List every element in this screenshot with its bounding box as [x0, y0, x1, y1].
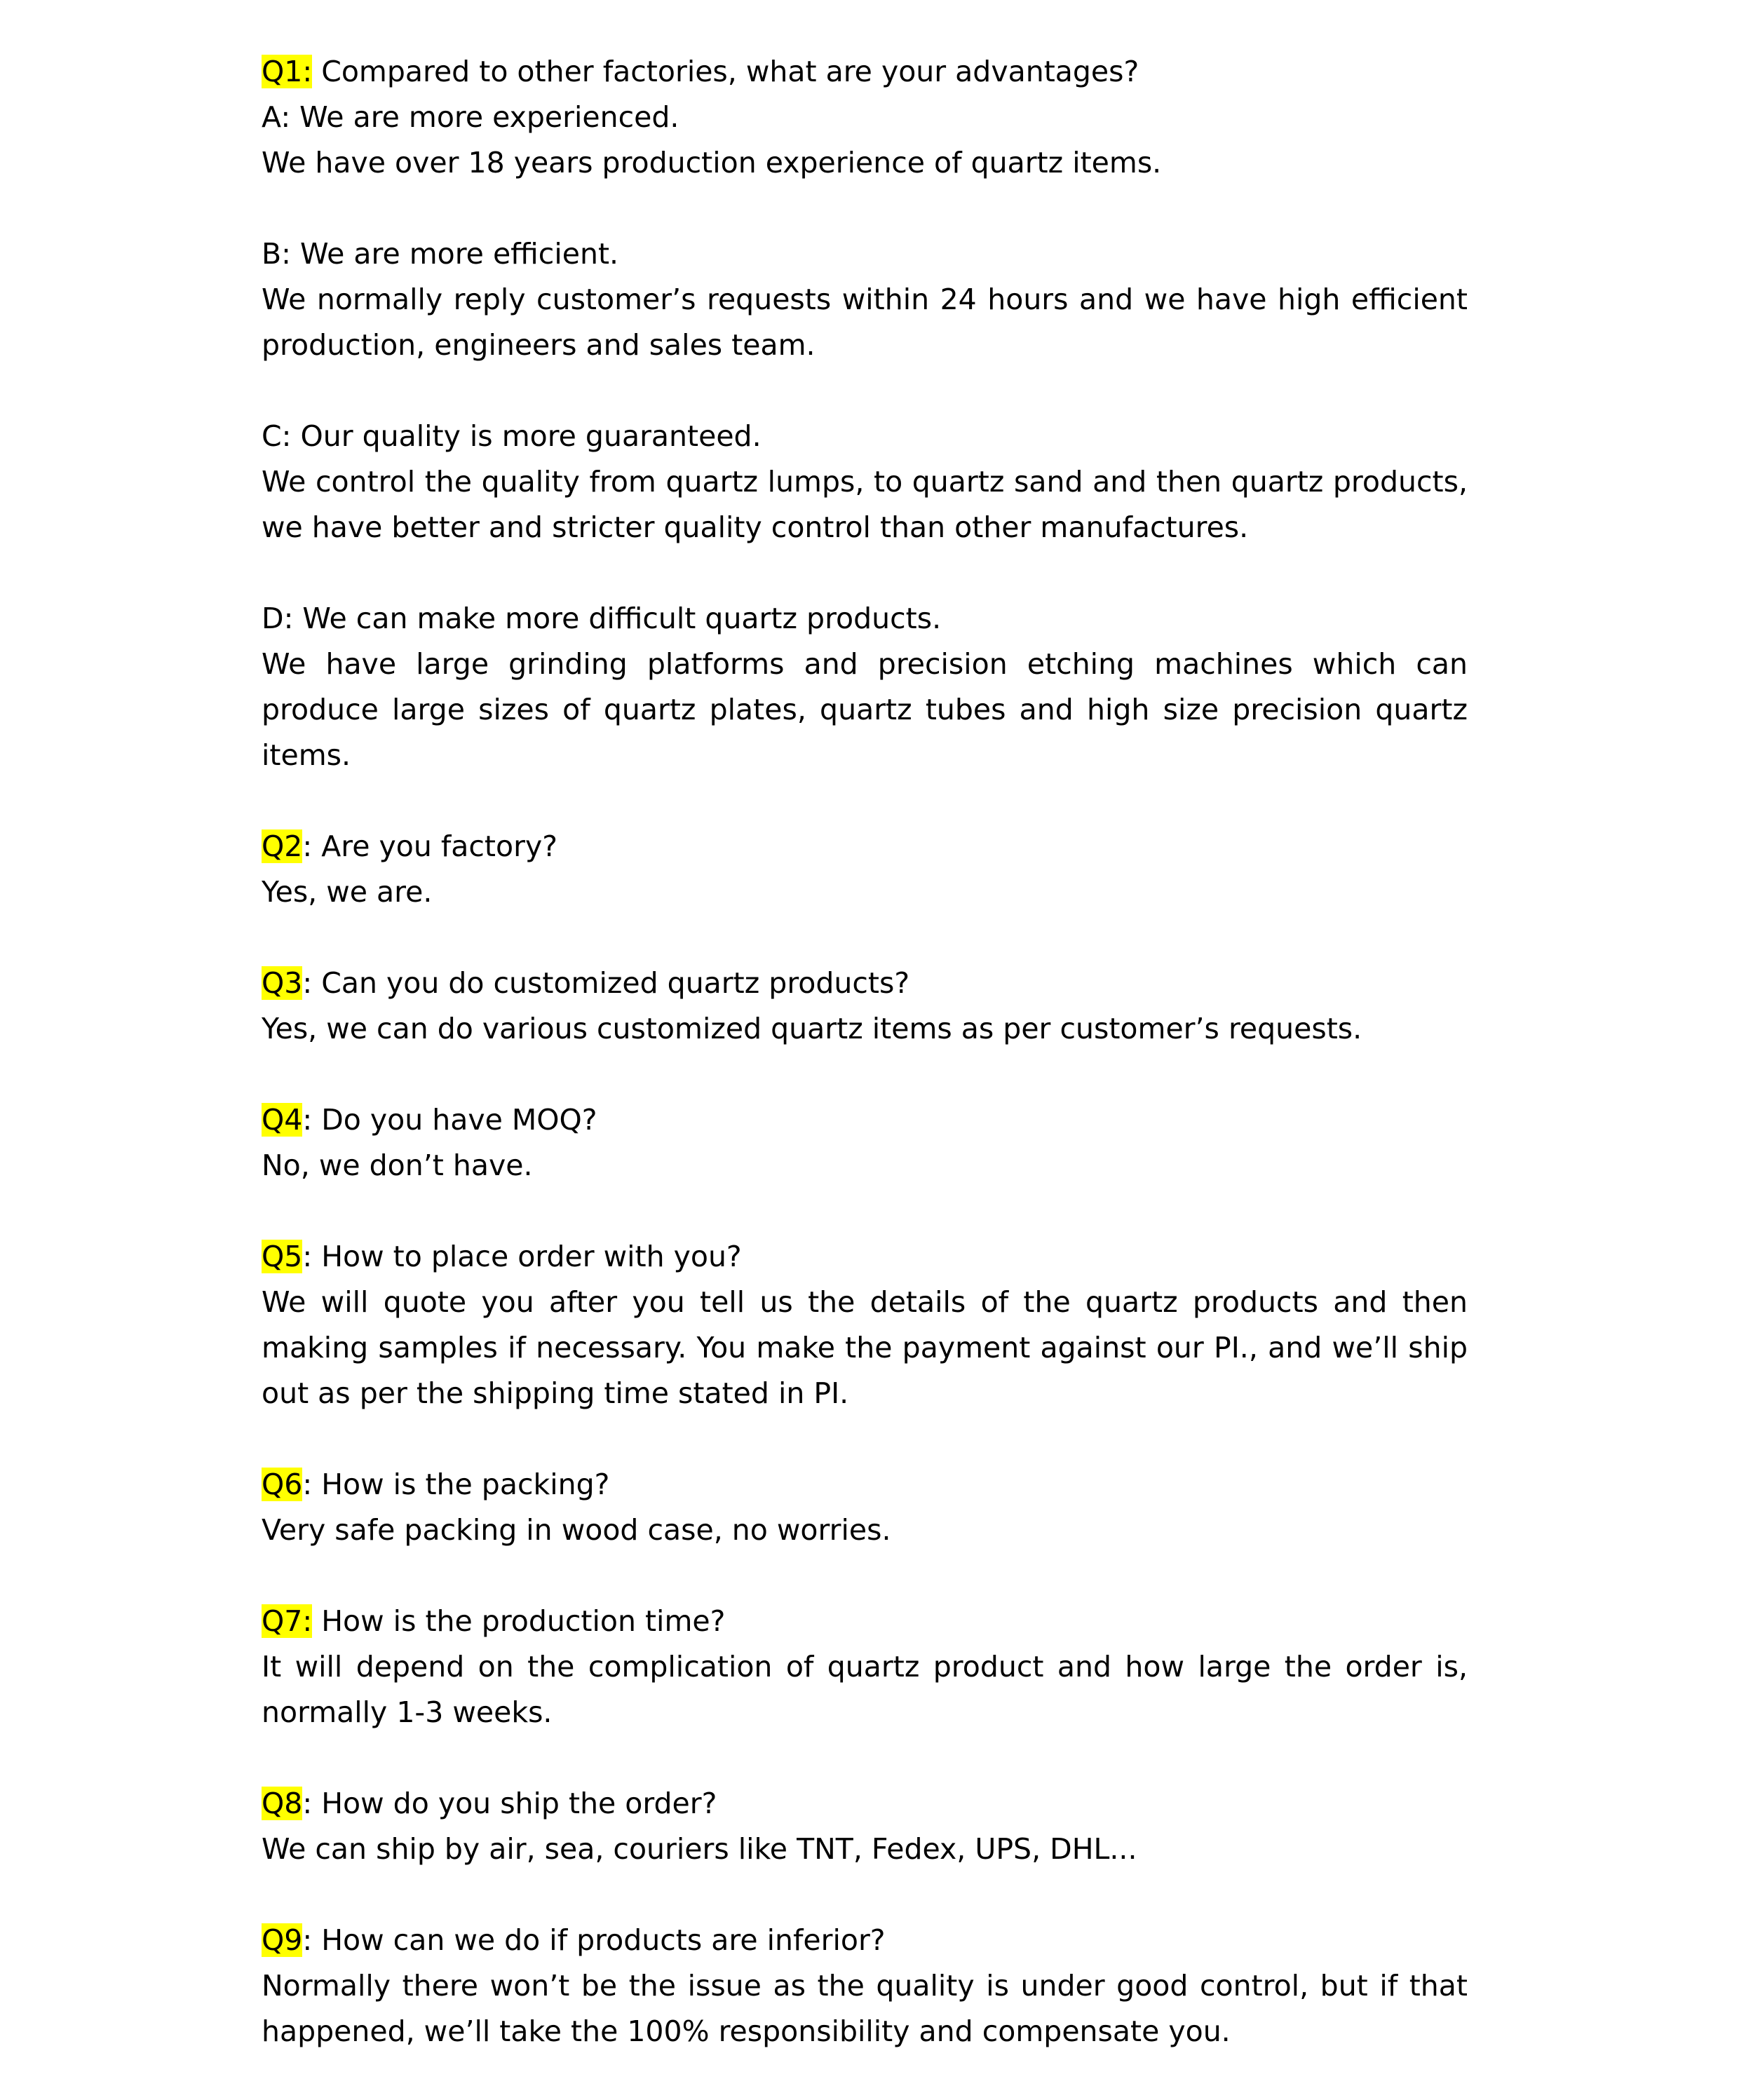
question-label-highlight: Q7: [262, 1604, 313, 1638]
answer-text: It will depend on the complication of quartz product and how large the order is, normally 1-3 weeks. [262, 1650, 1468, 1729]
question-text: : Do you have MOQ? [302, 1103, 597, 1137]
question-text: : How can we do if products are inferior? [302, 1923, 886, 1957]
question-text: : Can you do customized quartz products? [302, 966, 910, 1000]
question-line [262, 1097, 1468, 1143]
answer-text: Very safe packing in wood case, no worries. [262, 1513, 891, 1547]
question-line [262, 1234, 1468, 1280]
faq-item-q8 [262, 1781, 1468, 1872]
question-label-highlight: Q9 [262, 1923, 303, 1957]
question-label-highlight: Q5 [262, 1240, 303, 1273]
answer-heading: A: We are more experienced. [262, 100, 679, 134]
faq-item-q4 [262, 1097, 1468, 1188]
answer-text: We can ship by air, sea, couriers like TNT, Fedex, UPS, DHL... [262, 1832, 1137, 1866]
faq-item-q3 [262, 961, 1468, 1052]
question-text: How is the production time? [312, 1604, 726, 1638]
question-line [262, 1781, 1468, 1827]
question-line [262, 1599, 1468, 1644]
question-text: : How do you ship the order? [302, 1787, 717, 1820]
answer-text: We normally reply customer’s requests within 24 hours and we have high efficient production, engineers and sales team. [262, 283, 1468, 362]
answer-text: Normally there won’t be the issue as the quality is under good control, but if that happened, we’ll take the 100% responsibility and compensate you. [262, 1969, 1468, 2048]
answer-heading: D: We can make more difficult quartz products. [262, 602, 942, 635]
question-label-highlight: Q2 [262, 829, 303, 863]
faq-item-q9 [262, 1918, 1468, 2054]
faq-item-q1-b [262, 231, 1468, 368]
answer-heading: B: We are more efficient. [262, 237, 619, 271]
faq-item-q7 [262, 1599, 1468, 1735]
answer-text: Yes, we can do various customized quartz items as per customer’s requests. [262, 1012, 1362, 1045]
faq-item-q1-d [262, 596, 1468, 778]
faq-item-q6 [262, 1462, 1468, 1553]
question-line [262, 961, 1468, 1006]
faq-item-q5 [262, 1234, 1468, 1416]
question-text: : How is the packing? [302, 1468, 610, 1501]
question-line [262, 1918, 1468, 1963]
answer-text: Yes, we are. [262, 875, 433, 909]
answer-text: No, we don’t have. [262, 1149, 533, 1182]
question-line [262, 824, 1468, 869]
question-label-highlight: Q4 [262, 1103, 303, 1137]
faq-item-q1 [262, 49, 1468, 186]
question-label-highlight: Q6 [262, 1468, 303, 1501]
faq-document [262, 49, 1468, 2100]
faq-item-q2 [262, 824, 1468, 915]
question-line [262, 1462, 1468, 1508]
faq-item-q1-c [262, 414, 1468, 550]
question-label-highlight: Q8 [262, 1787, 303, 1820]
answer-heading: C: Our quality is more guaranteed. [262, 419, 762, 453]
question-text: : How to place order with you? [302, 1240, 742, 1273]
answer-text: We will quote you after you tell us the details of the quartz products and then making samples if necessary. You make the payment against our PI., and we’ll ship out as per the shipping time stated in PI. [262, 1285, 1468, 1410]
answer-text: We have over 18 years production experience of quartz items. [262, 146, 1162, 179]
question-text: Compared to other factories, what are your advantages? [312, 55, 1139, 88]
answer-text: We have large grinding platforms and precision etching machines which can produce large sizes of quartz plates, quartz tubes and high size precision quartz items. [262, 647, 1468, 772]
question-line [262, 49, 1468, 95]
question-label-highlight: Q1: [262, 55, 313, 88]
question-label-highlight: Q3 [262, 966, 303, 1000]
question-text: : Are you factory? [302, 829, 557, 863]
answer-text: We control the quality from quartz lumps, to quartz sand and then quartz products, we have better and stricter quality control than other manufactures. [262, 465, 1468, 544]
